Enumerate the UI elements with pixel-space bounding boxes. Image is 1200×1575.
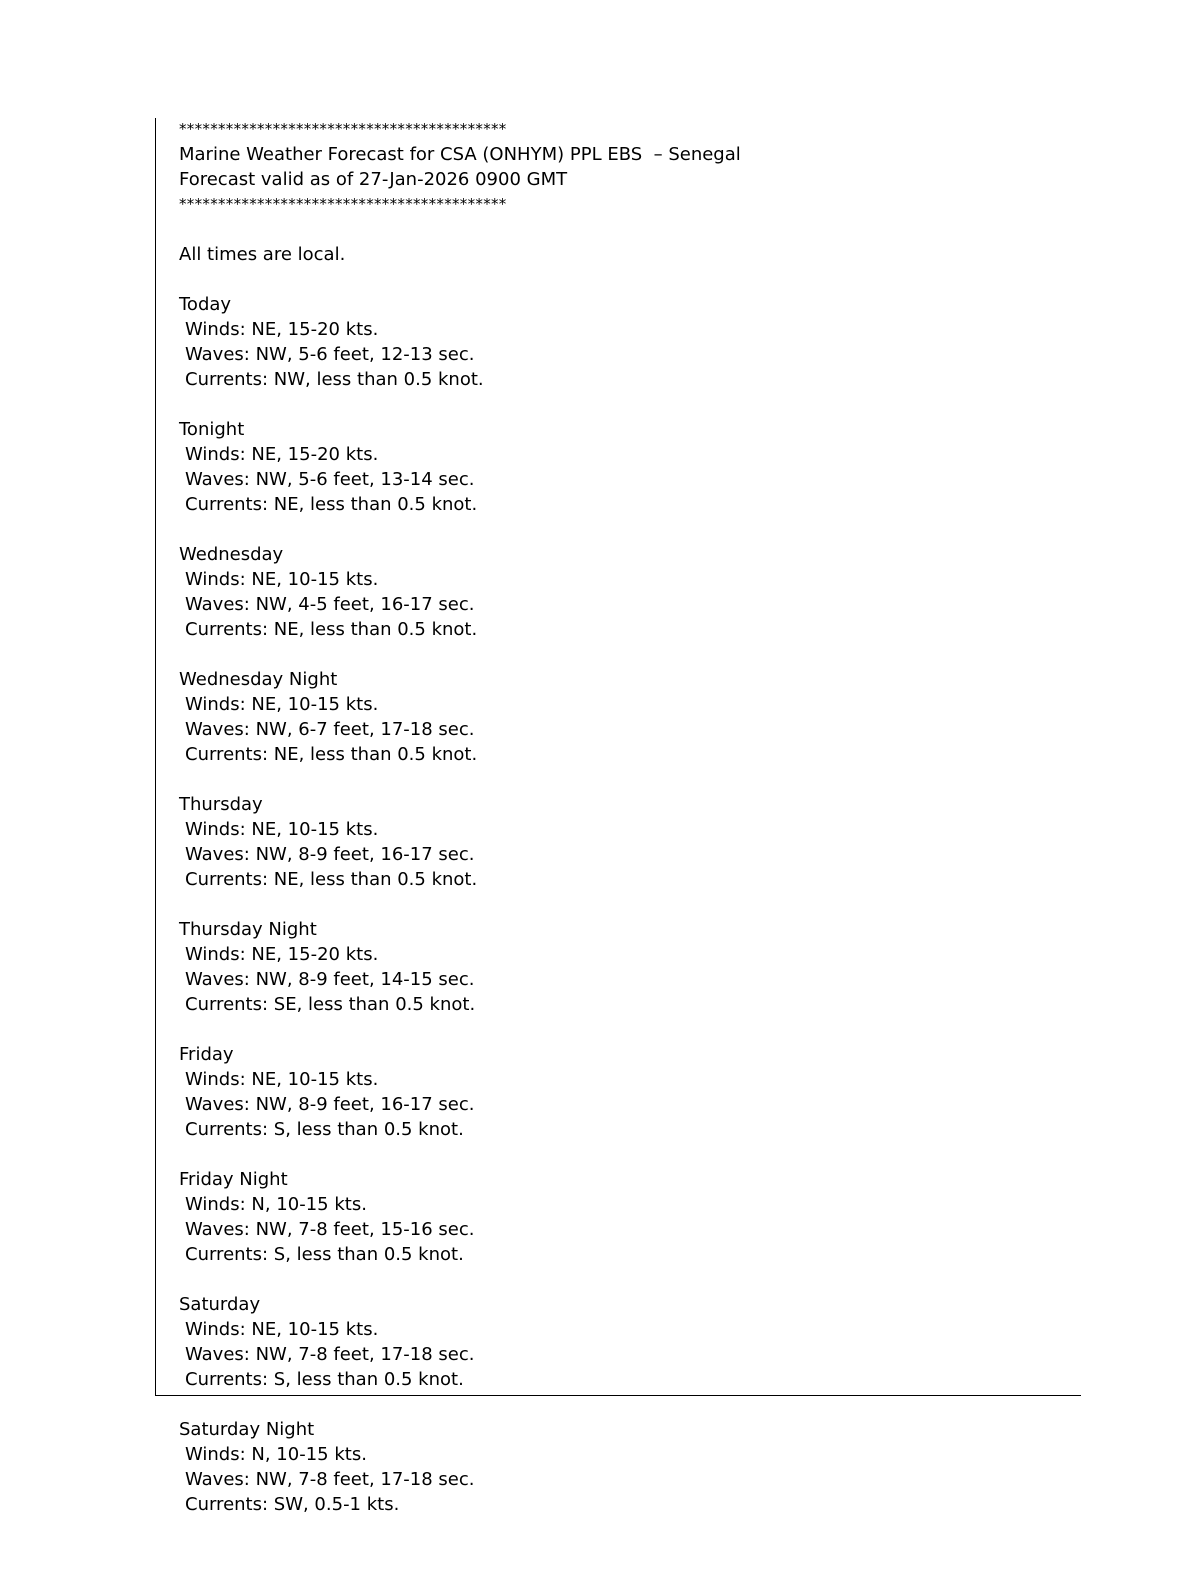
- period-waves: Waves: NW, 7-8 feet, 15-16 sec.: [185, 1219, 475, 1240]
- period-winds: Winds: NE, 10-15 kts.: [185, 569, 379, 590]
- period-name: Thursday Night: [179, 919, 317, 940]
- period-currents: Currents: S, less than 0.5 knot.: [185, 1244, 464, 1265]
- period-winds: Winds: NE, 10-15 kts.: [185, 694, 379, 715]
- period-currents: Currents: NE, less than 0.5 knot.: [185, 869, 478, 890]
- period-block: [179, 1042, 1079, 1142]
- frame-left-border: [155, 118, 156, 1396]
- period-waves: Waves: NW, 5-6 feet, 13-14 sec.: [185, 469, 475, 490]
- forecast-title: Marine Weather Forecast for CSA (ONHYM) PPL EBS – Senegal: [179, 144, 741, 165]
- time-note: All times are local.: [179, 244, 346, 265]
- period-block: [179, 417, 1079, 517]
- period-block: [179, 1167, 1079, 1267]
- period-currents: Currents: NW, less than 0.5 knot.: [185, 369, 484, 390]
- period-waves: Waves: NW, 5-6 feet, 12-13 sec.: [185, 344, 475, 365]
- period-winds: Winds: NE, 15-20 kts.: [185, 444, 379, 465]
- period-winds: Winds: N, 10-15 kts.: [185, 1194, 367, 1215]
- period-currents: Currents: NE, less than 0.5 knot.: [185, 619, 478, 640]
- period-name: Today: [179, 294, 232, 315]
- period-block: [179, 792, 1079, 892]
- period-winds: Winds: N, 10-15 kts.: [185, 1444, 367, 1465]
- period-name: Saturday Night: [179, 1419, 315, 1440]
- period-block: [179, 292, 1079, 392]
- forecast-document: [179, 117, 1079, 1517]
- separator-bottom: ******************************************: [179, 195, 507, 213]
- period-name: Friday Night: [179, 1169, 288, 1190]
- period-block: [179, 1417, 1079, 1517]
- period-name: Wednesday Night: [179, 669, 338, 690]
- period-waves: Waves: NW, 4-5 feet, 16-17 sec.: [185, 594, 475, 615]
- period-currents: Currents: NE, less than 0.5 knot.: [185, 744, 478, 765]
- period-winds: Winds: NE, 15-20 kts.: [185, 319, 379, 340]
- period-name: Thursday: [179, 794, 263, 815]
- period-currents: Currents: NE, less than 0.5 knot.: [185, 494, 478, 515]
- period-block: [179, 1292, 1079, 1392]
- period-block: [179, 917, 1079, 1017]
- period-name: Friday: [179, 1044, 234, 1065]
- period-name: Wednesday: [179, 544, 284, 565]
- period-waves: Waves: NW, 8-9 feet, 16-17 sec.: [185, 1094, 475, 1115]
- period-currents: Currents: S, less than 0.5 knot.: [185, 1369, 464, 1390]
- separator-top: ******************************************: [179, 120, 507, 138]
- period-waves: Waves: NW, 8-9 feet, 14-15 sec.: [185, 969, 475, 990]
- period-waves: Waves: NW, 7-8 feet, 17-18 sec.: [185, 1344, 475, 1365]
- period-currents: Currents: SE, less than 0.5 knot.: [185, 994, 476, 1015]
- period-name: Saturday: [179, 1294, 261, 1315]
- period-block: [179, 667, 1079, 767]
- period-winds: Winds: NE, 10-15 kts.: [185, 819, 379, 840]
- period-block: [179, 542, 1079, 642]
- period-name: Tonight: [179, 419, 245, 440]
- period-waves: Waves: NW, 6-7 feet, 17-18 sec.: [185, 719, 475, 740]
- period-currents: Currents: SW, 0.5-1 kts.: [185, 1494, 400, 1515]
- forecast-valid-time: Forecast valid as of 27-Jan-2026 0900 GMT: [179, 169, 568, 190]
- period-currents: Currents: S, less than 0.5 knot.: [185, 1119, 464, 1140]
- period-waves: Waves: NW, 8-9 feet, 16-17 sec.: [185, 844, 475, 865]
- period-winds: Winds: NE, 10-15 kts.: [185, 1069, 379, 1090]
- period-winds: Winds: NE, 15-20 kts.: [185, 944, 379, 965]
- period-winds: Winds: NE, 10-15 kts.: [185, 1319, 379, 1340]
- period-waves: Waves: NW, 7-8 feet, 17-18 sec.: [185, 1469, 475, 1490]
